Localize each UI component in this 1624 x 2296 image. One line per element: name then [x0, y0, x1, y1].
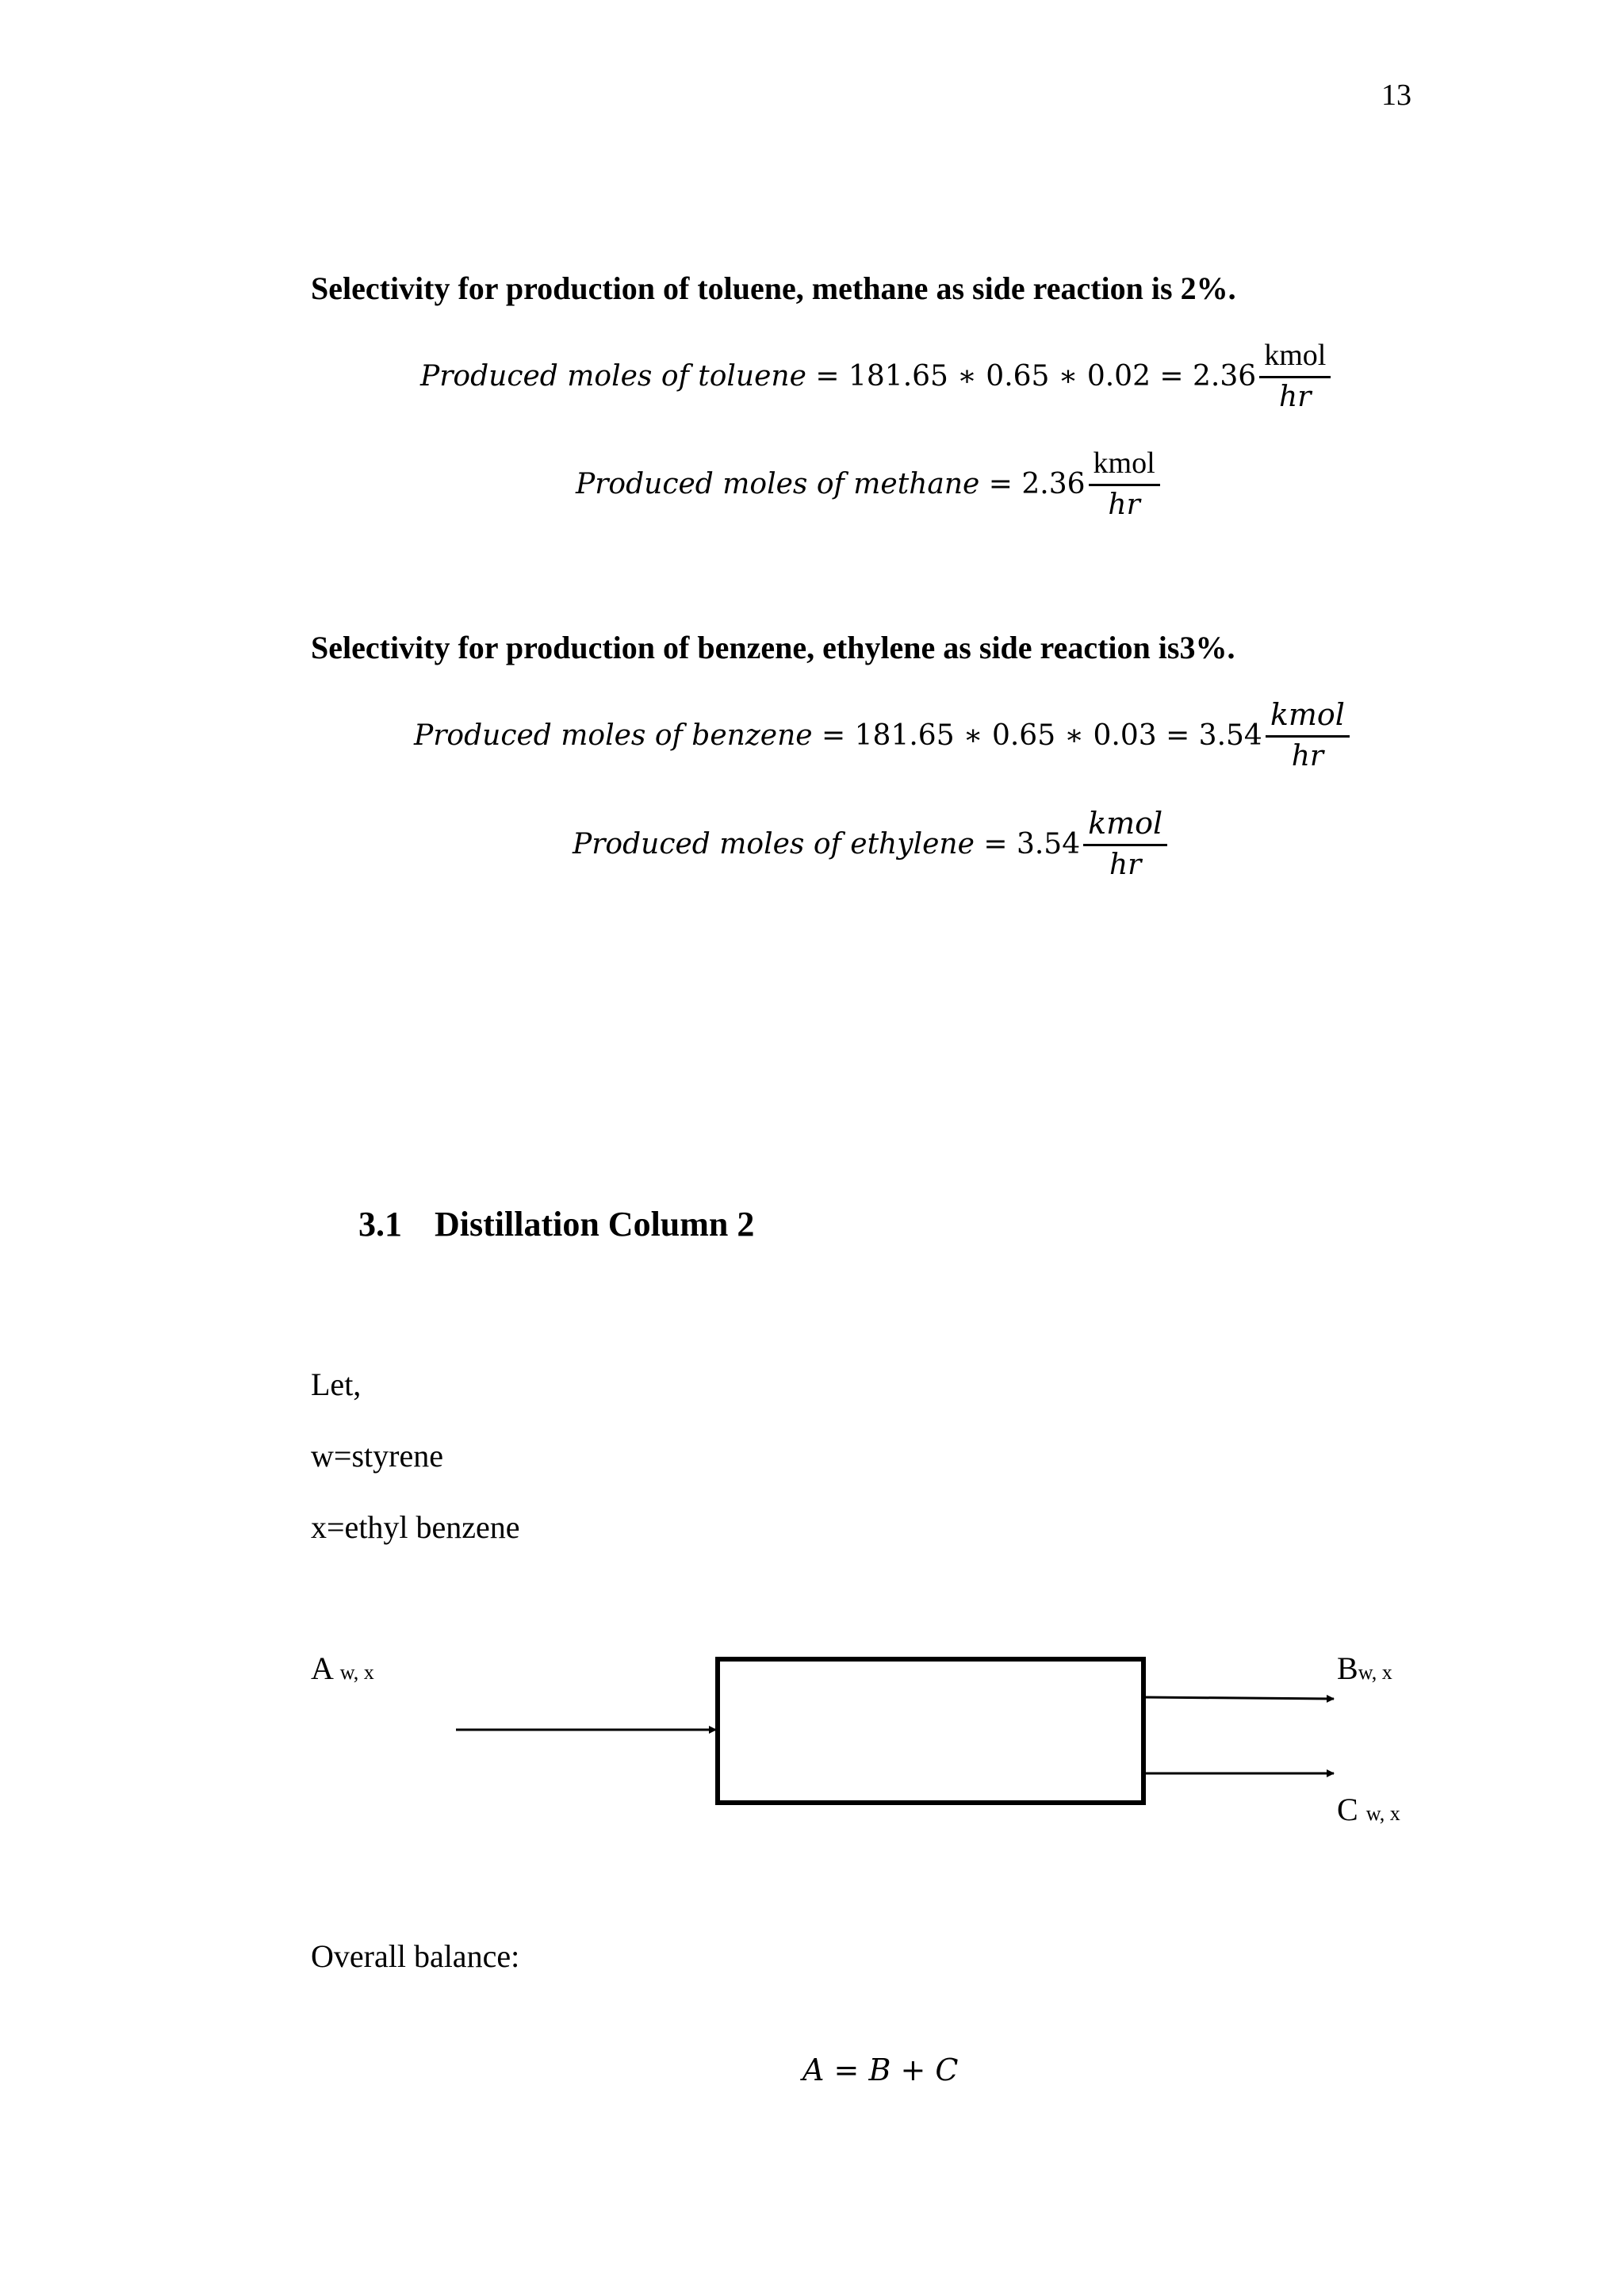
equation-lhs: Produced moles of methane — [576, 467, 980, 500]
unit-numerator: kmol — [1083, 807, 1167, 846]
unit-numerator: kmol — [1259, 339, 1331, 378]
equation-lhs: Produced moles of benzene — [414, 719, 813, 752]
overall-balance-label: Overall balance: — [311, 1938, 520, 1974]
input-stream-subscript: w, x — [339, 1661, 374, 1684]
equation-rhs: = 2.36 — [988, 467, 1086, 500]
equation-rhs: = 3.54 — [983, 827, 1081, 861]
unit-denominator: hr — [1279, 380, 1312, 413]
top-stream-subscript: w, x — [1358, 1661, 1392, 1684]
page-number: 13 — [1381, 79, 1411, 112]
unit-numerator: kmol — [1089, 447, 1160, 486]
subsection-number: 3.1 — [358, 1205, 402, 1244]
equation-rhs: = 181.65 ∗ 0.65 ∗ 0.03 = 3.54 — [822, 719, 1262, 752]
equation-lhs: Produced moles of toluene — [420, 359, 806, 393]
top-stream-name: B — [1337, 1650, 1358, 1686]
definition-w: w=styrene — [311, 1438, 443, 1474]
definition-x: x=ethyl benzene — [311, 1509, 520, 1545]
equation-lhs: Produced moles of ethylene — [573, 827, 975, 861]
input-stream-name: A — [311, 1650, 332, 1686]
column-box — [718, 1659, 1143, 1803]
toluene-selectivity-heading: Selectivity for production of toluene, methane as side reaction is 2%. — [311, 270, 1236, 306]
unit-denominator: hr — [1109, 848, 1142, 881]
unit-numerator: kmol — [1266, 699, 1350, 738]
bottom-stream-subscript: w, x — [1365, 1802, 1400, 1825]
overall-balance-equation: A = B + C — [802, 2053, 959, 2087]
top-product-arrow — [1143, 1697, 1334, 1699]
bottom-stream-name: C — [1337, 1792, 1358, 1827]
equation-rhs: = 181.65 ∗ 0.65 ∗ 0.02 = 2.36 — [815, 359, 1257, 393]
unit-denominator: hr — [1291, 739, 1324, 772]
unit-denominator: hr — [1108, 488, 1140, 521]
definitions-intro: Let, — [311, 1366, 362, 1402]
subsection-title: Distillation Column 2 — [435, 1205, 755, 1244]
benzene-selectivity-heading: Selectivity for production of benzene, ethylene as side reaction is3%. — [311, 630, 1235, 665]
